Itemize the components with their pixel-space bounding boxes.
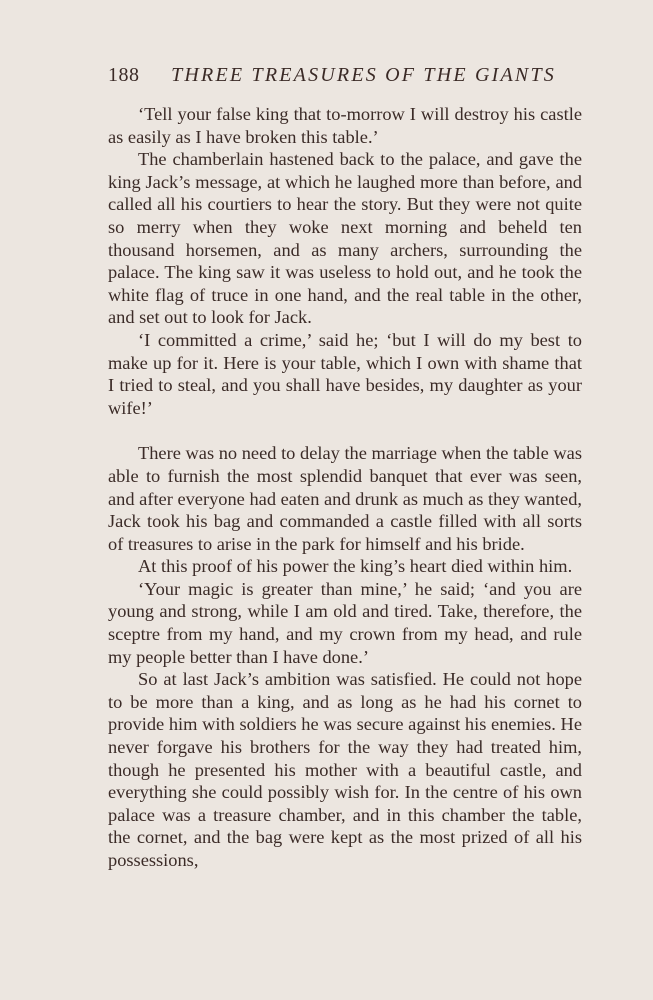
page-number: 188 xyxy=(108,64,140,86)
body-text xyxy=(108,103,582,872)
paragraph: There was no need to delay the marriage when the table was able to furnish the most splendid banquet that ever was seen, and after everyone had eaten and drunk as much as they wanted, Jack took his bag and commanded a castle filled with all sorts of treasures to arise in the park for himself and his bride. xyxy=(108,443,582,554)
paragraph: The chamberlain hastened back to the palace, and gave the king Jack’s message, at which he laughed more than before, and called all his courtiers to hear the story. But they were not quite so merry when they woke next morning and beheld ten thousand horsemen, and as many archers, surrounding the palace. The king saw it was useless to hold out, and he took the white flag of truce in one hand, and the real table in the other, and set out to look for Jack. xyxy=(108,149,582,328)
paragraph: ‘Tell your false king that to-morrow I will destroy his castle as easily as I have broken this table.’ xyxy=(108,104,582,147)
running-title: THREE TREASURES OF THE GIANTS xyxy=(171,64,556,86)
paragraph: At this proof of his power the king’s heart died within him. xyxy=(138,556,573,577)
paragraph: ‘I committed a crime,’ said he; ‘but I will do my best to make up for it. Here is your table, which I own with shame that I tried to steal, and you shall have besides, my daughter as your wife!’ xyxy=(108,329,582,418)
paragraph: ‘Your magic is greater than mine,’ he said; ‘and you are young and strong, while I am old and tired. Take, therefore, the sceptre from my hand, and my crown from my head, and rule my people better than I have done.’ xyxy=(108,578,582,667)
paragraph: So at last Jack’s ambition was satisfied. He could not hope to be more than a king, and as long as he had his cornet to provide him with soldiers he was secure against his enemies. He never forgave his brothers for the way they had treated him, though he presented his mother with a beautiful castle, and everything she could possibly wish for. In the centre of his own palace was a treasure chamber, and in this chamber the table, the cornet, and the bag were kept as the most prized of all his possessions, xyxy=(108,669,582,870)
running-head xyxy=(108,64,556,92)
